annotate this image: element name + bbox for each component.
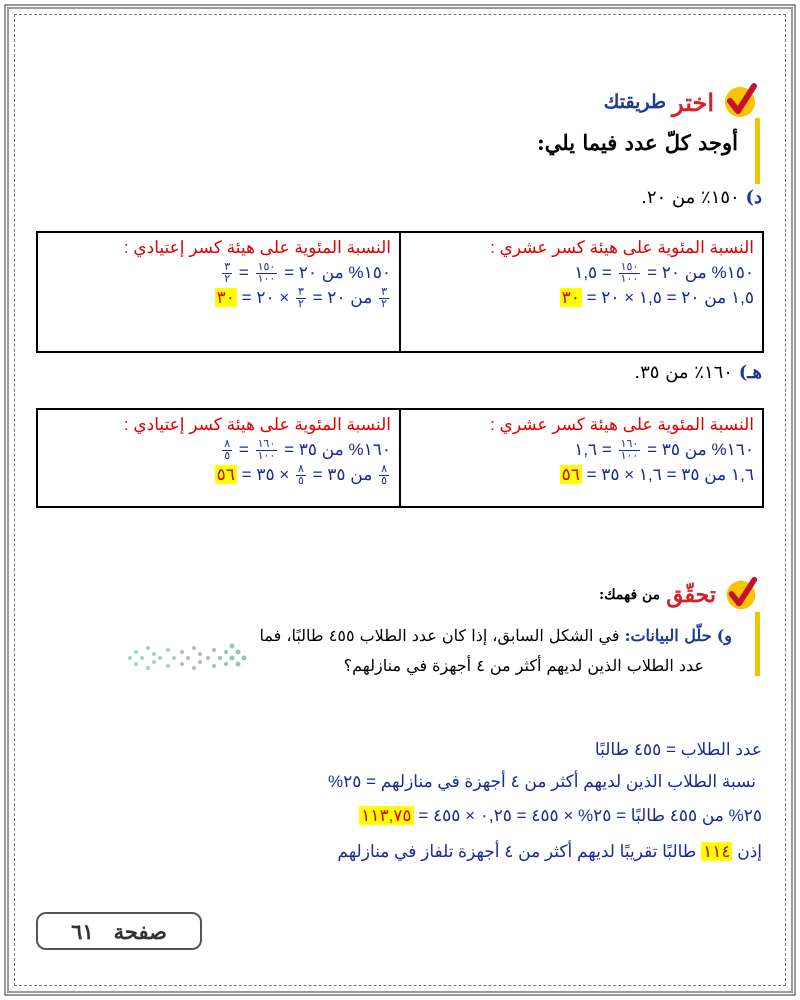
fraction-method-cell [37,409,400,507]
decimal-line1-a: ١٦٠% من ٣٥ = [647,440,754,459]
fraction-line2 [46,462,391,487]
problem-d-label: د) [745,187,762,208]
decimal-method-cell [400,409,763,507]
decimal-line1 [409,437,754,462]
problem-w-title: حلّل البيانات: [624,626,712,645]
frac-num: ٨ [224,438,231,451]
decimal-heading: النسبة المئوية على هيئة كسر عشري : [490,415,754,434]
fraction-line1-a: ١٥٠% من ٢٠ = [284,263,391,282]
fraction [222,262,232,285]
highlighted-answer: ٣٠ [216,288,235,308]
fraction [296,287,306,310]
solution-table-d [36,231,764,353]
decimal-line1-b: = ١,٥ [574,263,612,282]
solution-table-h [36,408,764,508]
highlighted-answer: ٥٦ [561,465,580,485]
fraction-heading: النسبة المئوية على هيئة كسر إعتيادي : [123,415,391,434]
frac-num: ١٦٠ [257,438,276,451]
frac-den: ١٠٠ [257,450,276,463]
header-check-understanding [599,574,760,616]
fraction [256,262,278,285]
frac-num: ٨ [297,463,304,476]
header-black-text: من فهمك: [598,587,661,603]
solution-line4 [337,842,762,862]
fraction-line2-a: من ٣٥ = [312,465,373,485]
equals-sign: = [238,440,249,459]
decimal-line2 [409,462,754,487]
frac-den: ٢ [381,298,387,311]
highlighted-answer: ٣٠ [561,288,580,308]
decimal-line2-a: ١,٦ من ٣٥ = ١,٦ × ٣٥ = [586,465,754,485]
problem-d [641,187,762,208]
highlighted-answer: ١١٣,٧٥ [361,806,412,825]
frac-den: ٥ [297,475,304,488]
frac-num: ٨ [381,463,387,476]
frac-num: ٣ [224,261,231,274]
equals-sign: = [238,263,249,282]
decimal-line1-b: = ١,٦ [574,440,612,459]
problem-w-text1: في الشكل السابق، إذا كان عدد الطلاب ٤٥٥ طالبًا، فما [259,626,620,645]
fraction [619,262,641,285]
check-icon [722,574,760,616]
fraction [256,439,278,462]
solution-line3 [359,806,762,826]
problem-w-text2: عدد الطلاب الذين لديهم أكثر من ٤ أجهزة في منازلهم؟ [343,656,704,675]
problem-h [634,362,762,383]
header-blue-text: طريقتك [603,91,666,113]
decimal-line2 [409,285,754,310]
solution-line3-a: ٢٥% من ٤٥٥ طالبًا = ٢٥% × ٤٥٥ = ٠,٢٥ × ٤٥٥ = [418,806,762,825]
page-label-text: صفحة [113,918,167,944]
solution-line4-b: طالبًا تقريبًا لديهم أكثر من ٤ أجهزة تلفاز في منازلهم [337,842,697,861]
decimal-line1 [409,260,754,285]
frac-den: ١٠٠ [620,273,639,286]
frac-den: ٢ [224,273,231,286]
fraction-line1 [46,437,391,462]
highlighted-answer: ٥٦ [216,465,235,485]
frac-den: ١٠٠ [257,273,276,286]
frac-den: ٥ [381,475,387,488]
header-red-text: اختر [672,87,714,117]
fraction [296,464,306,487]
solution-line1: عدد الطلاب = ٤٥٥ طالبًا [594,740,762,759]
frac-num: ٣ [381,286,387,299]
fraction-line2 [46,285,391,310]
fraction-line2-b: × ٣٥ = [241,465,290,485]
watermark-dots-logo [124,638,252,678]
fraction-line1 [46,260,391,285]
solution-line2: نسبة الطلاب الذين لديهم أكثر من ٤ أجهزة في منازلهم = ٢٥% [327,772,756,791]
fraction-line1-a: ١٦٠% من ٣٥ = [284,440,391,459]
highlighted-answer: ١١٤ [703,842,731,861]
fraction-heading: النسبة المئوية على هيئة كسر إعتيادي : [123,238,391,257]
page-number: ٦١ [71,918,94,944]
problem-w-label: و) [716,626,732,645]
fraction [379,464,389,487]
fraction-method-cell [37,232,400,352]
decimal-heading: النسبة المئوية على هيئة كسر عشري : [490,238,754,257]
frac-den: ١٠٠ [620,450,639,463]
frac-num: ١٦٠ [620,438,639,451]
solution-line4-a: إذن [737,842,762,861]
header-red-text: تحقّق [666,582,716,608]
fraction [619,439,641,462]
header-choose-method [604,80,760,124]
instruction-text: أوجد كلّ عدد فيما يلي: [537,130,738,155]
decimal-line1-a: ١٥٠% من ٢٠ = [647,263,754,282]
yellow-margin-bar [755,118,760,184]
problem-h-text: ١٦٠٪ من ٣٥. [634,362,733,383]
decimal-line2-a: ١,٥ من ٢٠ = ١,٥ × ٢٠ = [586,288,754,308]
problem-w-line1 [259,626,732,645]
page-number-label [36,912,202,950]
frac-num: ١٥٠ [257,261,276,274]
fraction [222,439,232,462]
decimal-method-cell [400,232,763,352]
check-icon [720,80,760,124]
fraction-line2-b: × ٢٠ = [241,288,290,308]
fraction [379,287,389,310]
fraction-line2-a: من ٢٠ = [312,288,373,308]
frac-den: ٢ [297,298,304,311]
frac-num: ١٥٠ [620,261,639,274]
yellow-margin-bar [755,612,760,676]
problem-h-label: هـ) [738,362,762,383]
frac-den: ٥ [224,450,231,463]
problem-d-text: ١٥٠٪ من ٢٠. [641,187,740,208]
frac-num: ٣ [297,286,304,299]
